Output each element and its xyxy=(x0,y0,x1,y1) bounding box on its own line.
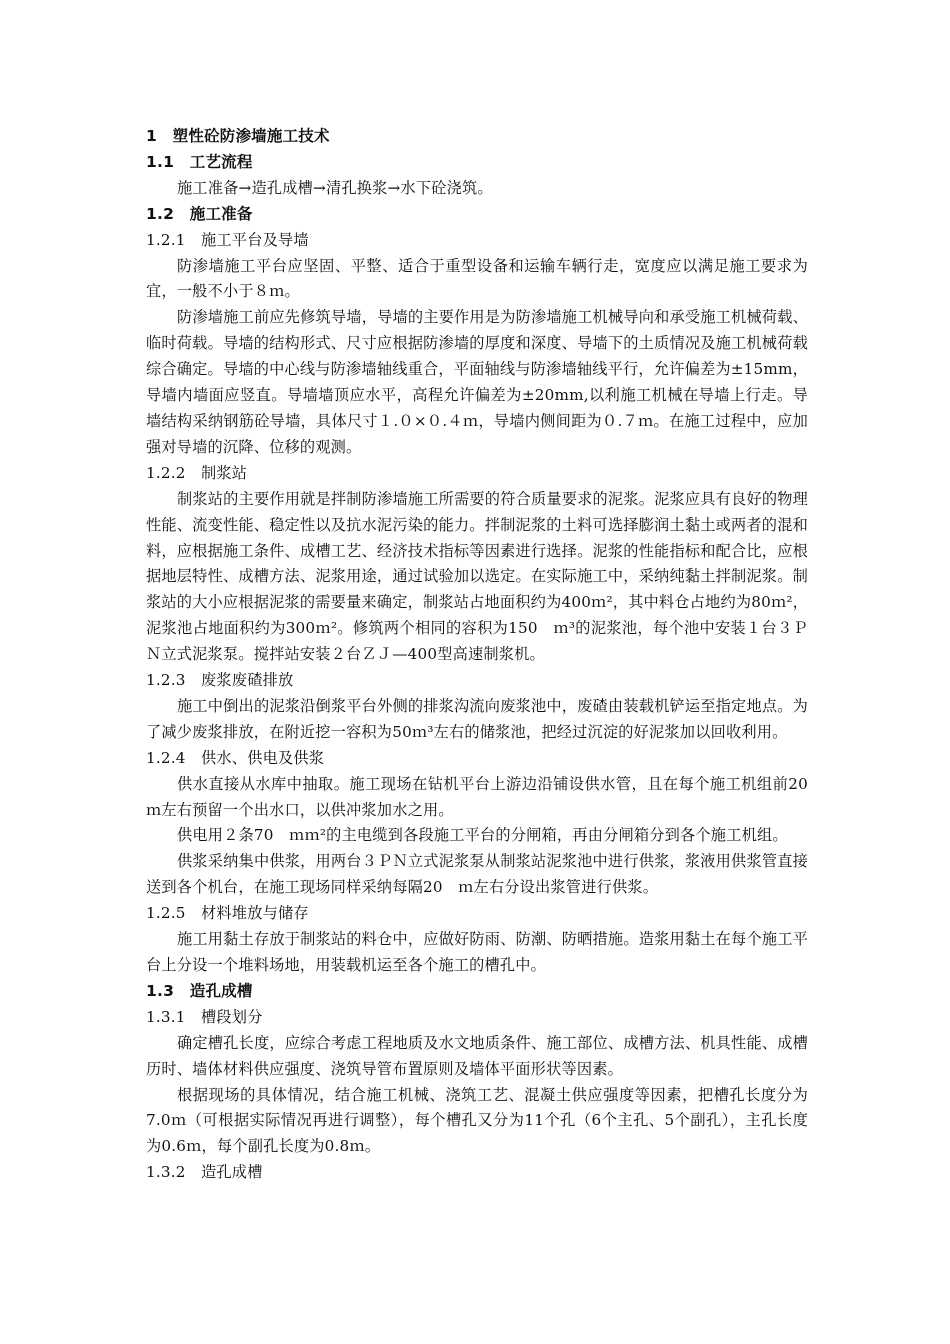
section-1-2-1-heading: 1.2.1 施工平台及导墙 xyxy=(146,230,309,249)
section-1-2-2-heading: 1.2.2 制浆站 xyxy=(146,463,248,482)
section-1-2-4-heading: 1.2.4 供水、供电及供浆 xyxy=(146,748,325,767)
section-1-heading: 1 塑性砼防渗墙施工技术 xyxy=(146,127,330,145)
guide-wall-paragraph: 防渗墙施工前应先修筑导墙，导墙的主要作用是为防渗墙施工机械导向和承受施工机械荷载、临时荷载。导墙的结构形式、尺寸应根据防渗墙的厚度和深度、导墙下的土质情况及施工机械荷载综合确定。导墙的中心线与防渗墙轴线重合，平面轴线与防渗墙轴线平行，允许偏差为±15mm，导墙内墙面应竖直。导墙墙顶应水平，高程允许偏差为±20mm,以利施工机械在导墙上行走。导墙结构采纳钢筋砼导墙，具体尺寸１.０×０.４ｍ，导墙内侧间距为０.７ｍ。在施工过程中，应加强对导墙的沉降、位移的观测。 xyxy=(146,308,808,456)
waste-discharge-paragraph: 施工中倒出的泥浆沿倒浆平台外侧的排浆沟流向废浆池中，废碴由装载机铲运至指定地点。为了减少废浆排放，在附近挖一容积为50ｍ³左右的储浆池，把经过沉淀的好泥浆加以回收利用。 xyxy=(146,696,808,741)
slot-length-paragraph: 确定槽孔长度，应综合考虑工程地质及水文地质条件、施工部位、成槽方法、机具性能、成槽历时、墙体材料供应强度、浇筑导管布置原则及墙体平面形状等因素。 xyxy=(146,1033,808,1078)
material-storage-paragraph: 施工用黏土存放于制浆站的料仓中，应做好防雨、防潮、防晒措施。造浆用黏土在每个施工平台上分设一个堆料场地，用装载机运至各个施工的槽孔中。 xyxy=(146,930,808,974)
section-1-3-1-heading: 1.3.1 槽段划分 xyxy=(146,1007,263,1026)
section-1-1-heading: 1.1 工艺流程 xyxy=(146,152,253,171)
mud-station-paragraph: 制浆站的主要作用就是拌制防渗墙施工所需要的符合质量要求的泥浆。泥浆应具有良好的物理性能、流变性能、稳定性以及抗水泥污染的能力。拌制泥浆的土料可选择膨润土黏土或两者的混和料，应根据施工条件、成槽工艺、经济技术指标等因素进行选择。泥浆的性能指标和配合比，应根据地层特性、成槽方法、泥浆用途，通过试验加以选定。在实际施工中，采纳纯黏土拌制泥浆。制浆站的大小应根据泥浆的需要量来确定，制浆站占地面积约为400ｍ²，其中料仓占地约为80ｍ²，泥浆池占地面积约为300ｍ²。修筑两个相同的容积为150 ｍ³的泥浆池，每个池中安装１台３ＰＮ立式泥浆泵。搅拌站安装２台ＺＪ—400型高速制浆机。 xyxy=(146,489,809,664)
document-page xyxy=(146,124,824,1186)
slurry-supply-paragraph: 供浆采纳集中供浆，用两台３ＰＮ立式泥浆泵从制浆站泥浆池中进行供浆，浆液用供浆管直接送到各个机台，在施工现场同样采纳每隔20 ｍ左右分设出浆管进行供浆。 xyxy=(146,852,808,897)
section-1-2-3-heading: 1.2.3 废浆废碴排放 xyxy=(146,671,294,690)
section-1-3-2-heading: 1.3.2 造孔成槽 xyxy=(146,1163,263,1182)
section-1-2-5-heading: 1.2.5 材料堆放与储存 xyxy=(146,904,309,923)
section-1-3-heading: 1.3 造孔成槽 xyxy=(146,981,253,1000)
process-flow-paragraph: 施工准备→造孔成槽→清孔换浆→水下砼浇筑。 xyxy=(177,178,493,197)
slot-division-paragraph: 根据现场的具体情况，结合施工机械、浇筑工艺、混凝土供应强度等因素，把槽孔长度分为7.0ｍ（可根据实际情况再进行调整），每个槽孔又分为11个孔（6个主孔、5个副孔），主孔长度为0.6ｍ，每个副孔长度为0.8ｍ。 xyxy=(146,1085,808,1156)
platform-paragraph: 防渗墙施工平台应坚固、平整、适合于重型设备和运输车辆行走，宽度应以满足施工要求为宜，一般不小于８ｍ。 xyxy=(146,256,808,301)
section-1-2-heading: 1.2 施工准备 xyxy=(146,204,253,223)
water-supply-paragraph: 供水直接从水库中抽取。施工现场在钻机平台上游边沿铺设供水管，且在每个施工机组前20 ｍ左右预留一个出水口，以供冲浆加水之用。 xyxy=(146,774,824,819)
power-supply-paragraph: 供电用２条70 ｍｍ²的主电缆到各段施工平台的分闸箱，再由分闸箱分到各个施工机组。 xyxy=(177,826,788,845)
